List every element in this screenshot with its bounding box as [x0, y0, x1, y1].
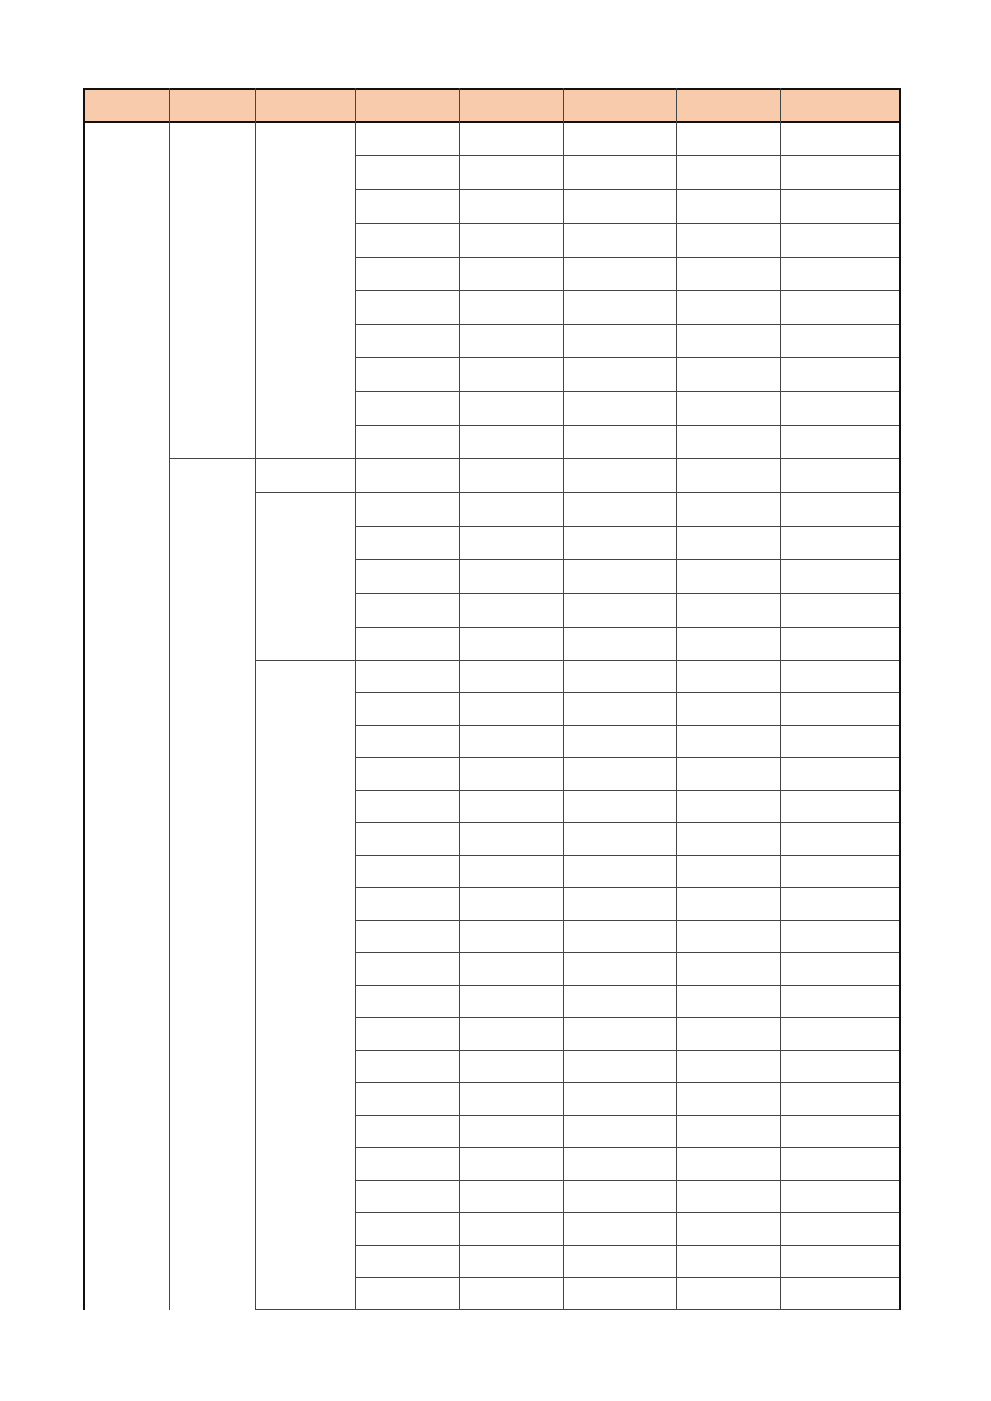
cell-sel: [459, 1148, 563, 1181]
header-note: [780, 88, 901, 121]
cell-note: [780, 758, 901, 791]
cell-org: [355, 560, 459, 594]
cell-org: [355, 358, 459, 392]
cell-rec: [563, 190, 676, 224]
grid-line: [355, 985, 901, 986]
cell-org: [355, 953, 459, 986]
cell-org: [355, 1148, 459, 1181]
grid-line: [355, 855, 901, 856]
grid-line: [355, 357, 901, 358]
cell-note: [780, 1116, 901, 1148]
cell-note: [780, 224, 901, 258]
cell-sel: [459, 1083, 563, 1116]
cell-org: [355, 325, 459, 358]
cell-rate: [676, 224, 780, 258]
cell-sel: [459, 392, 563, 426]
cell-rate: [676, 693, 780, 726]
cell-rate: [676, 661, 780, 693]
cell-note: [780, 1051, 901, 1083]
grid-line: [355, 1212, 901, 1213]
header-rate: [676, 88, 780, 121]
cell-sel: [459, 459, 563, 493]
cell-note: [780, 392, 901, 426]
cell-sel: [459, 258, 563, 291]
cell-org: [355, 1116, 459, 1148]
cell-rate: [676, 392, 780, 426]
grid-line: [355, 290, 901, 291]
grid-line: [355, 1309, 901, 1310]
cell-rec: [563, 1083, 676, 1116]
cell-rec: [563, 156, 676, 190]
cell-sel: [459, 1051, 563, 1083]
cell-note: [780, 791, 901, 823]
cell-rec: [563, 123, 676, 156]
cell-note: [780, 459, 901, 493]
cell-org: [355, 123, 459, 156]
grid-line: [355, 822, 901, 823]
cell-note: [780, 1148, 901, 1181]
grid-line: [563, 88, 564, 1310]
grid-line: [355, 324, 901, 325]
grid-line: [169, 458, 355, 459]
grid-line: [355, 189, 901, 190]
grid-line: [355, 559, 901, 560]
cell-rec: [563, 291, 676, 325]
cell-sel: [459, 1116, 563, 1148]
grid-line: [355, 660, 901, 661]
grid-line: [780, 88, 781, 1310]
cell-rate: [676, 1213, 780, 1246]
cell-sel: [459, 888, 563, 921]
cell-rec: [563, 921, 676, 953]
cell-org: [355, 726, 459, 758]
cell-rec: [563, 1051, 676, 1083]
grid-line: [355, 1082, 901, 1083]
cell-rate: [676, 888, 780, 921]
cell-sel: [459, 1213, 563, 1246]
cell-sel: [459, 594, 563, 628]
cell-rec: [563, 1116, 676, 1148]
cell-note: [780, 823, 901, 856]
cell-rec: [563, 693, 676, 726]
total-label: [255, 459, 355, 493]
cell-org: [355, 1018, 459, 1051]
cell-rec: [563, 1213, 676, 1246]
cell-rate: [676, 758, 780, 791]
cell-note: [780, 1083, 901, 1116]
grid-line: [355, 1180, 901, 1181]
cell-rec: [563, 661, 676, 693]
cell-rec: [563, 1246, 676, 1278]
cell-org: [355, 921, 459, 953]
grid-line: [459, 88, 460, 1310]
cell-org: [355, 392, 459, 426]
grid-line: [255, 660, 355, 661]
cell-org: [355, 459, 459, 493]
cell-sel: [459, 726, 563, 758]
cell-org: [355, 856, 459, 888]
cell-rec: [563, 527, 676, 560]
header-rec: [563, 88, 676, 121]
grid-line: [355, 920, 901, 921]
grid-line: [355, 887, 901, 888]
cell-rec: [563, 823, 676, 856]
cell-rate: [676, 791, 780, 823]
header-sel: [459, 88, 563, 121]
cell-org: [355, 527, 459, 560]
cell-note: [780, 628, 901, 661]
cell-note: [780, 693, 901, 726]
cell-sel: [459, 986, 563, 1018]
cell-note: [780, 258, 901, 291]
grid-line: [355, 952, 901, 953]
grid-line: [355, 627, 901, 628]
cell-rec: [563, 1148, 676, 1181]
cell-rec: [563, 888, 676, 921]
cell-sel: [459, 291, 563, 325]
cell-note: [780, 1213, 901, 1246]
cell-rec: [563, 726, 676, 758]
cell-org: [355, 791, 459, 823]
cell-note: [780, 190, 901, 224]
cell-sel: [459, 527, 563, 560]
grid-line: [255, 492, 355, 493]
cell-rate: [676, 1148, 780, 1181]
grid-line: [355, 1115, 901, 1116]
cell-sel: [459, 560, 563, 594]
cell-sel: [459, 156, 563, 190]
grid-line: [255, 88, 256, 1310]
cell-rate: [676, 856, 780, 888]
cell-rate: [676, 1278, 780, 1310]
grid-line: [355, 425, 901, 426]
cell-rec: [563, 560, 676, 594]
cell-rate: [676, 258, 780, 291]
cell-org: [355, 1213, 459, 1246]
cell-rec: [563, 856, 676, 888]
grid-line: [83, 88, 85, 1310]
grid-line: [355, 757, 901, 758]
cell-org: [355, 823, 459, 856]
grid-line: [355, 458, 901, 459]
cell-note: [780, 953, 901, 986]
cell-note: [780, 291, 901, 325]
cell-note: [780, 560, 901, 594]
cell-note: [780, 888, 901, 921]
cell-rec: [563, 594, 676, 628]
grid-line: [355, 1277, 901, 1278]
cell-sel: [459, 190, 563, 224]
grid-line: [255, 1309, 355, 1310]
cell-note: [780, 426, 901, 459]
header-org: [355, 88, 459, 121]
cell-sel: [459, 758, 563, 791]
grid-line: [355, 155, 901, 156]
cell-note: [780, 1278, 901, 1310]
cell-rec: [563, 1018, 676, 1051]
cell-rate: [676, 123, 780, 156]
cell-rate: [676, 628, 780, 661]
cell-sel: [459, 325, 563, 358]
cell-org: [355, 224, 459, 258]
cell-org: [355, 888, 459, 921]
grid-line: [355, 88, 356, 1310]
grid-line: [355, 1050, 901, 1051]
cell-org: [355, 1083, 459, 1116]
cell-sel: [459, 791, 563, 823]
cell-rec: [563, 1278, 676, 1310]
cell-rec: [563, 426, 676, 459]
cell-sel: [459, 426, 563, 459]
cell-sel: [459, 823, 563, 856]
cell-sel: [459, 123, 563, 156]
cell-note: [780, 726, 901, 758]
grid-line: [899, 88, 901, 1310]
grid-line: [355, 223, 901, 224]
cell-rate: [676, 527, 780, 560]
grid-line: [169, 88, 170, 1310]
grid-line: [355, 725, 901, 726]
cell-note: [780, 123, 901, 156]
cell-rec: [563, 493, 676, 527]
grid-line: [355, 790, 901, 791]
header-branch: [255, 88, 355, 121]
grid-line: [355, 492, 901, 493]
grid-line: [355, 526, 901, 527]
cell-rate: [676, 1246, 780, 1278]
cell-rate: [676, 1181, 780, 1213]
cell-rec: [563, 358, 676, 392]
cell-rate: [676, 1018, 780, 1051]
series-hwangyeong: [169, 123, 255, 318]
branch-dosi: [255, 493, 355, 661]
cell-org: [355, 661, 459, 693]
cell-rec: [563, 1181, 676, 1213]
cell-sel: [459, 856, 563, 888]
cell-note: [780, 325, 901, 358]
cell-rate: [676, 560, 780, 594]
grid-line: [676, 88, 677, 1310]
cell-sel: [459, 1278, 563, 1310]
cell-sel: [459, 1181, 563, 1213]
cell-sel: [459, 628, 563, 661]
branch-ilban-hwangyeong: [255, 123, 355, 358]
cell-rate: [676, 156, 780, 190]
cell-note: [780, 358, 901, 392]
grid-line: [355, 1245, 901, 1246]
cell-note: [780, 921, 901, 953]
cell-rec: [563, 758, 676, 791]
cell-note: [780, 527, 901, 560]
cell-org: [355, 1051, 459, 1083]
cell-org: [355, 190, 459, 224]
cell-note: [780, 493, 901, 527]
cell-rec: [563, 258, 676, 291]
cell-sel: [459, 1246, 563, 1278]
cell-rec: [563, 224, 676, 258]
cell-org: [355, 156, 459, 190]
cell-org: [355, 258, 459, 291]
cell-org: [355, 758, 459, 791]
grid-line: [355, 593, 901, 594]
cell-sel: [459, 358, 563, 392]
cell-org: [355, 628, 459, 661]
cell-rate: [676, 459, 780, 493]
grid-line: [355, 1017, 901, 1018]
cell-note: [780, 1246, 901, 1278]
cell-org: [355, 291, 459, 325]
cell-org: [355, 1181, 459, 1213]
cell-org: [355, 426, 459, 459]
cell-note: [780, 986, 901, 1018]
cell-rate: [676, 1116, 780, 1148]
cell-rate: [676, 190, 780, 224]
cell-rec: [563, 392, 676, 426]
grid-line: [355, 1147, 901, 1148]
cell-note: [780, 856, 901, 888]
cell-rec: [563, 628, 676, 661]
cell-org: [355, 594, 459, 628]
cell-rate: [676, 1083, 780, 1116]
cell-note: [780, 1181, 901, 1213]
grid-line: [83, 88, 901, 90]
cell-rec: [563, 986, 676, 1018]
cell-note: [780, 1018, 901, 1051]
cell-sel: [459, 693, 563, 726]
cell-rate: [676, 1051, 780, 1083]
cell-rec: [563, 953, 676, 986]
cell-rec: [563, 459, 676, 493]
header-grade: [83, 88, 169, 121]
cell-note: [780, 156, 901, 190]
header-series: [169, 88, 255, 121]
branch-tomok: [255, 661, 355, 1310]
cell-rate: [676, 921, 780, 953]
cell-rate: [676, 986, 780, 1018]
cell-rate: [676, 726, 780, 758]
cell-sel: [459, 224, 563, 258]
cell-rate: [676, 594, 780, 628]
cell-rate: [676, 358, 780, 392]
cell-rate: [676, 493, 780, 527]
grid-line: [355, 257, 901, 258]
cell-rate: [676, 823, 780, 856]
cell-rate: [676, 325, 780, 358]
grid-line: [355, 692, 901, 693]
cell-note: [780, 594, 901, 628]
cell-note: [780, 661, 901, 693]
grid-line: [355, 391, 901, 392]
cell-org: [355, 493, 459, 527]
cell-sel: [459, 921, 563, 953]
cell-org: [355, 693, 459, 726]
cell-org: [355, 986, 459, 1018]
cell-org: [355, 1278, 459, 1310]
grid-line: [83, 121, 901, 123]
cell-sel: [459, 661, 563, 693]
recruitment-table: [83, 88, 901, 1310]
cell-rate: [676, 426, 780, 459]
cell-rate: [676, 291, 780, 325]
cell-org: [355, 1246, 459, 1278]
cell-sel: [459, 493, 563, 527]
cell-rate: [676, 953, 780, 986]
cell-rec: [563, 325, 676, 358]
cell-sel: [459, 953, 563, 986]
cell-sel: [459, 1018, 563, 1051]
cell-rec: [563, 791, 676, 823]
